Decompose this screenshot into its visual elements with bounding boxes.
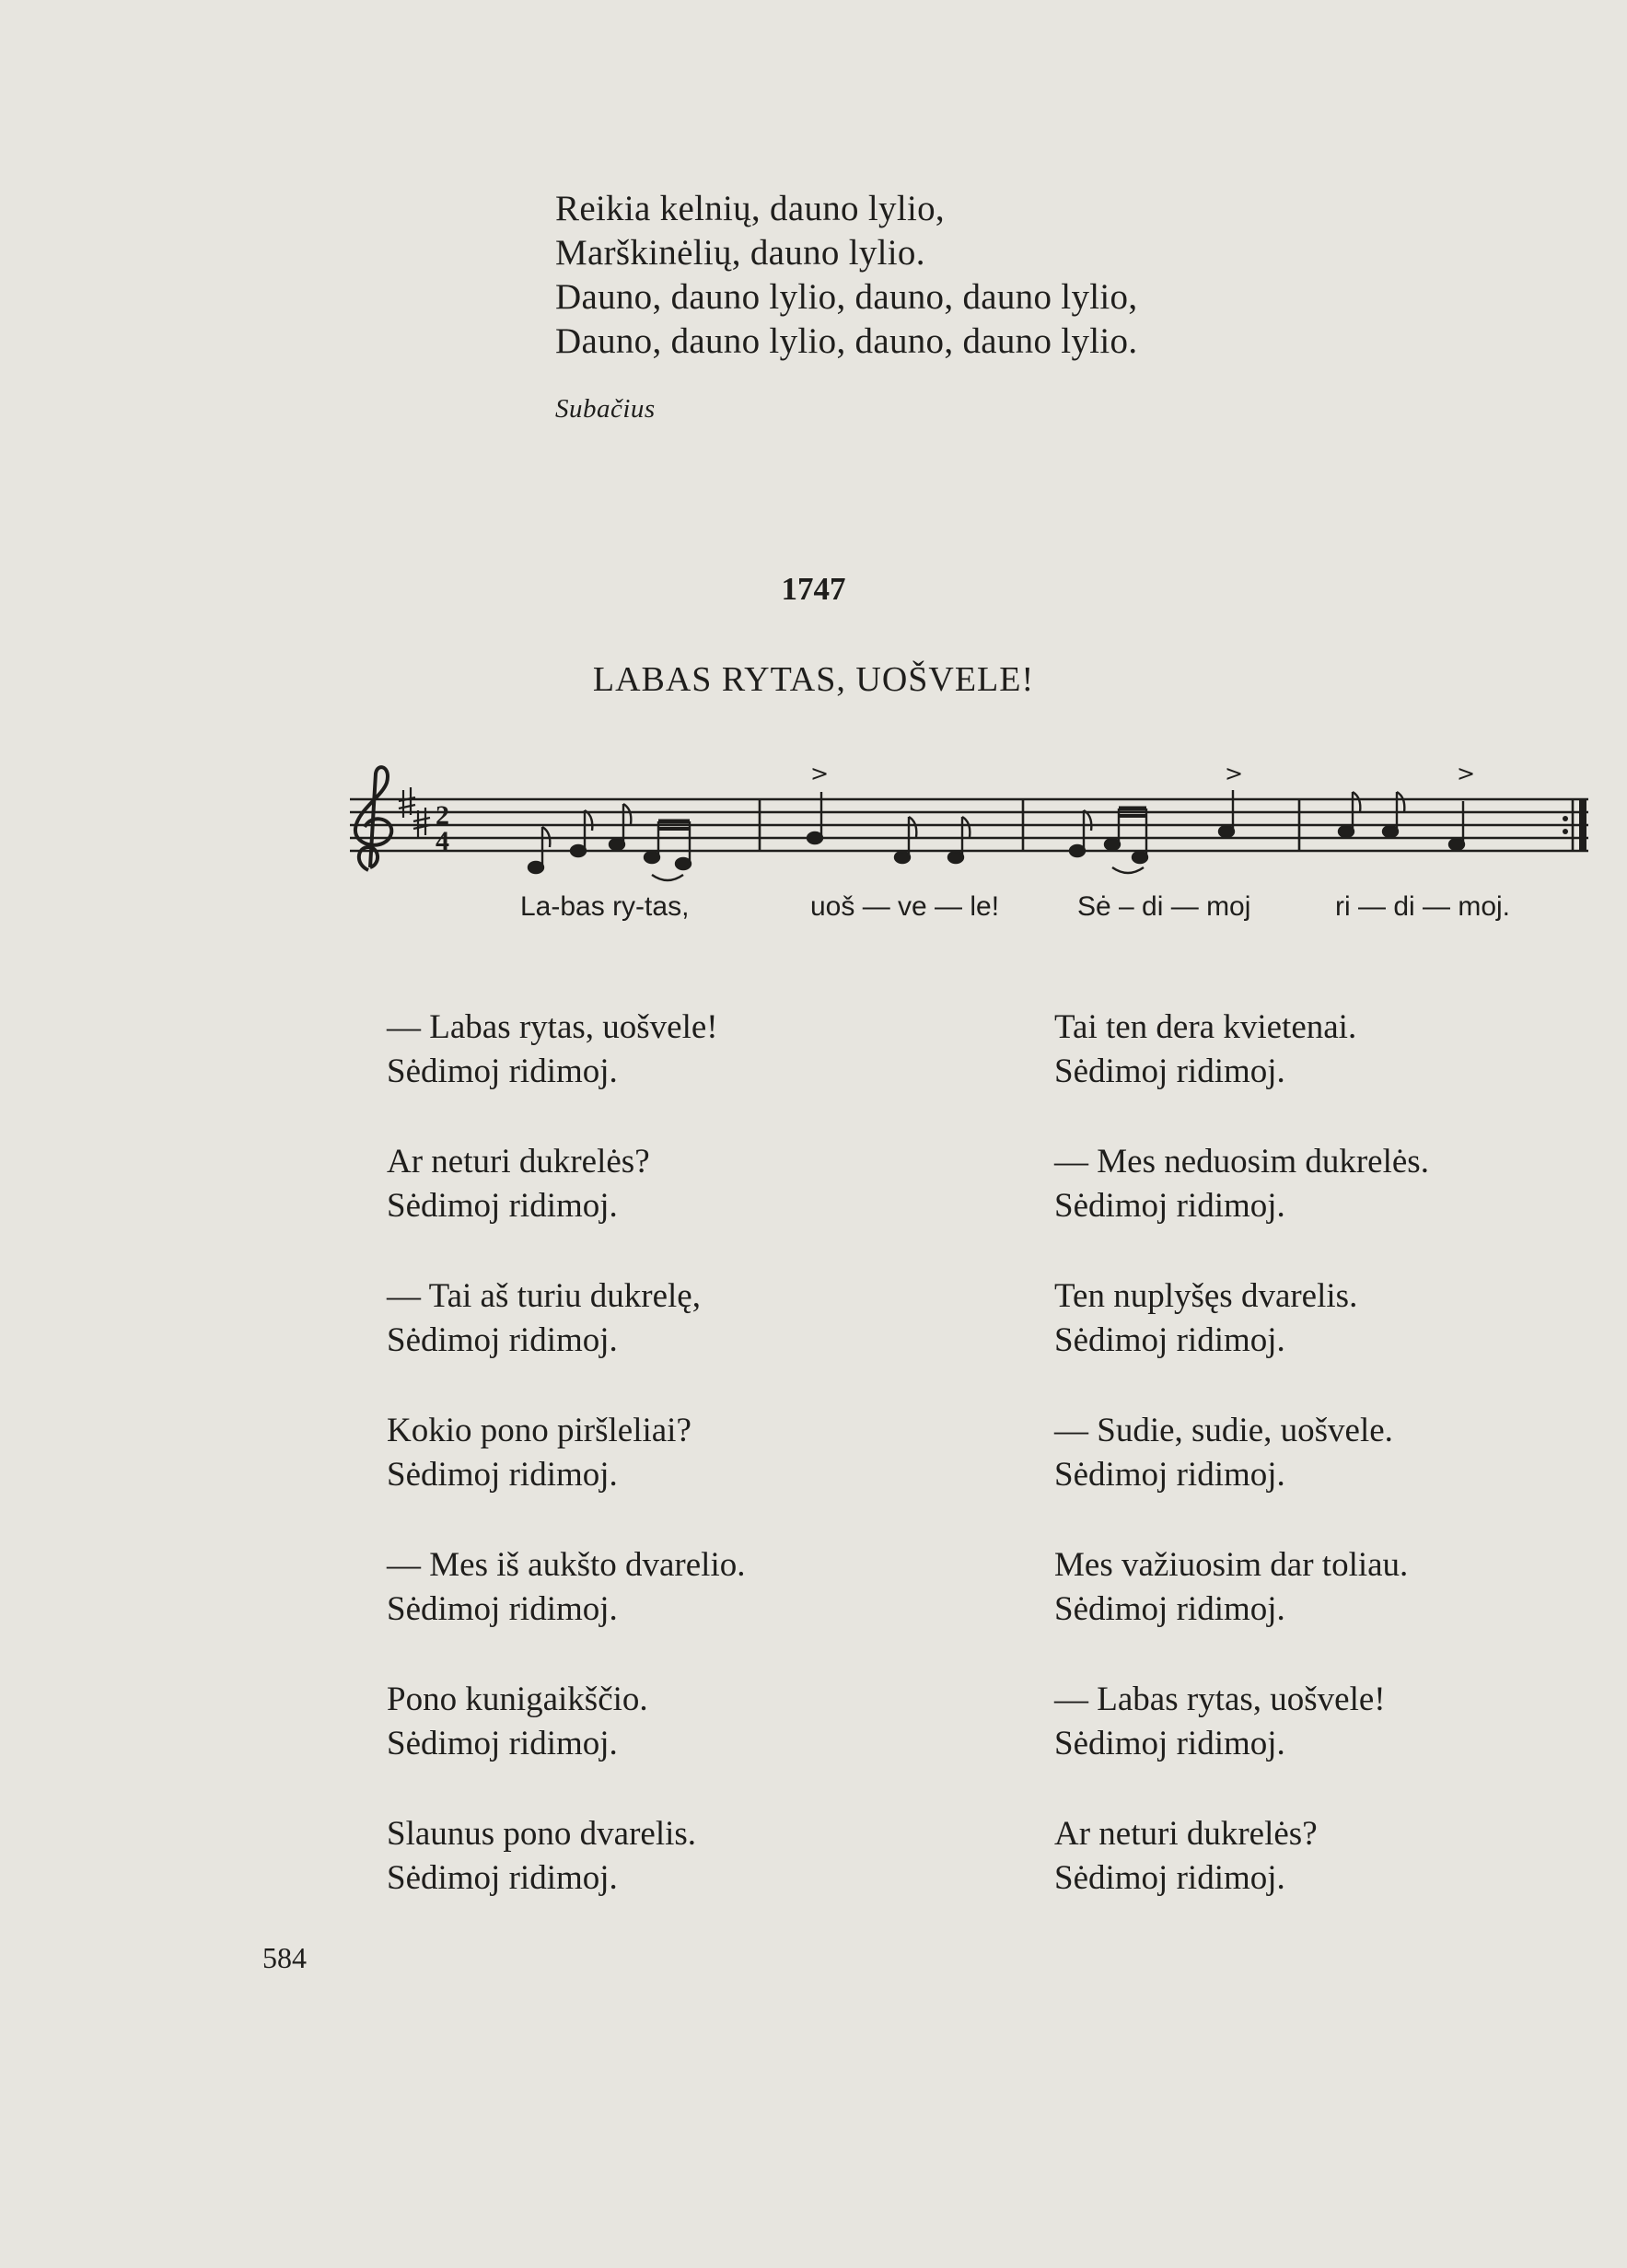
stanza-refrain: Sėdimoj ridimoj. [387, 1725, 618, 1762]
stanza-line: — Mes neduosim dukrelės. [1054, 1143, 1429, 1181]
note [1070, 845, 1085, 856]
stanza-line: Ar neturi dukrelės? [387, 1143, 650, 1181]
verse-line: Dauno, dauno lylio, dauno, dauno lylio. [555, 321, 1138, 361]
stanza-refrain: Sėdimoj ridimoj. [1054, 1053, 1285, 1090]
stanza [1054, 1274, 1429, 1409]
score-lyric: La-bas ry-tas, [520, 891, 690, 922]
stanza-refrain: Sėdimoj ridimoj. [1054, 1590, 1285, 1628]
stanza-refrain: Sėdimoj ridimoj. [387, 1187, 618, 1225]
verse-line: Dauno, dauno lylio, dauno, dauno lylio, [555, 277, 1138, 317]
time-signature-bottom: 4 [436, 826, 449, 856]
stanza-refrain: Sėdimoj ridimoj. [387, 1456, 618, 1494]
score-lyric: Sė – di — moj [1077, 891, 1251, 922]
note [676, 858, 691, 869]
accent-mark: > [1457, 761, 1476, 786]
note [1133, 852, 1147, 863]
note [610, 839, 624, 850]
stanza [1054, 1006, 1429, 1140]
stanza-line: Slaunus pono dvarelis. [387, 1815, 697, 1853]
stanza-refrain: Sėdimoj ridimoj. [1054, 1859, 1285, 1897]
stanza [387, 1543, 745, 1678]
stanza [387, 1678, 745, 1812]
accent-mark: > [1225, 761, 1244, 786]
stanza-line: — Mes iš aukšto dvarelio. [387, 1546, 746, 1584]
stanza-refrain: Sėdimoj ridimoj. [1054, 1187, 1285, 1225]
stanza-line: — Labas rytas, uošvele! [387, 1008, 718, 1046]
verse-line: Marškinėlių, dauno lylio. [555, 233, 925, 273]
note [808, 832, 822, 843]
repeat-dot [1563, 816, 1568, 821]
stanza [1054, 1543, 1429, 1678]
stanza-line: — Labas rytas, uošvele! [1054, 1681, 1386, 1718]
stanza [1054, 1678, 1429, 1812]
note [529, 862, 543, 873]
note [571, 845, 586, 856]
stanza-line: Tai ten dera kvietenai. [1054, 1008, 1357, 1046]
stanza [1054, 1812, 1429, 1947]
stanza-line: — Sudie, sudie, uošvele. [1054, 1412, 1393, 1449]
time-signature-top: 2 [436, 800, 449, 831]
author-credit: Subačius [555, 394, 656, 424]
stanza-refrain: Sėdimoj ridimoj. [387, 1321, 618, 1359]
stanza-refrain: Sėdimoj ridimoj. [387, 1590, 618, 1628]
stanza-line: Pono kunigaikščio. [387, 1681, 648, 1718]
song-title: LABAS RYTAS, UOŠVELE! [592, 660, 1035, 699]
stanza-line: — Tai aš turiu dukrelę, [387, 1277, 701, 1315]
note [948, 852, 963, 863]
treble-clef-icon [355, 767, 391, 870]
stanza [387, 1140, 745, 1274]
stanza [387, 1274, 745, 1409]
previous-song-verse [555, 187, 1137, 364]
song-number: 1747 [781, 571, 846, 607]
note [1383, 826, 1398, 837]
stanza-column-left [387, 1006, 745, 1947]
note [1339, 826, 1354, 837]
stanza-line: Kokio pono piršleliai? [387, 1412, 691, 1449]
stanza-refrain: Sėdimoj ridimoj. [1054, 1321, 1285, 1359]
stanza [1054, 1140, 1429, 1274]
stanza-line: Ar neturi dukrelės? [1054, 1815, 1318, 1853]
stanza [1054, 1409, 1429, 1543]
score-lyric: uoš — ve — le! [810, 891, 1000, 922]
note [1105, 839, 1120, 850]
stanza-refrain: Sėdimoj ridimoj. [1054, 1456, 1285, 1494]
final-barline [1579, 799, 1586, 851]
note [1449, 839, 1464, 850]
accent-mark: > [810, 761, 830, 786]
score-lyric: ri — di — moj. [1335, 891, 1511, 922]
stanza [387, 1006, 745, 1140]
stanza-refrain: Sėdimoj ridimoj. [387, 1053, 618, 1090]
stanza-refrain: Sėdimoj ridimoj. [1054, 1725, 1285, 1762]
stanza [387, 1409, 745, 1543]
verse-line: Reikia kelnių, dauno lylio, [555, 189, 945, 228]
stanza-line: Ten nuplyšęs dvarelis. [1054, 1277, 1358, 1315]
stanza-line: Mes važiuosim dar toliau. [1054, 1546, 1409, 1584]
page-number: 584 [262, 1941, 307, 1974]
stanza [387, 1812, 745, 1947]
stanza-refrain: Sėdimoj ridimoj. [387, 1859, 618, 1897]
repeat-dot [1563, 829, 1568, 834]
note [895, 852, 910, 863]
note [645, 852, 659, 863]
stanza-column-right [1054, 1006, 1429, 1947]
note [1219, 826, 1234, 837]
